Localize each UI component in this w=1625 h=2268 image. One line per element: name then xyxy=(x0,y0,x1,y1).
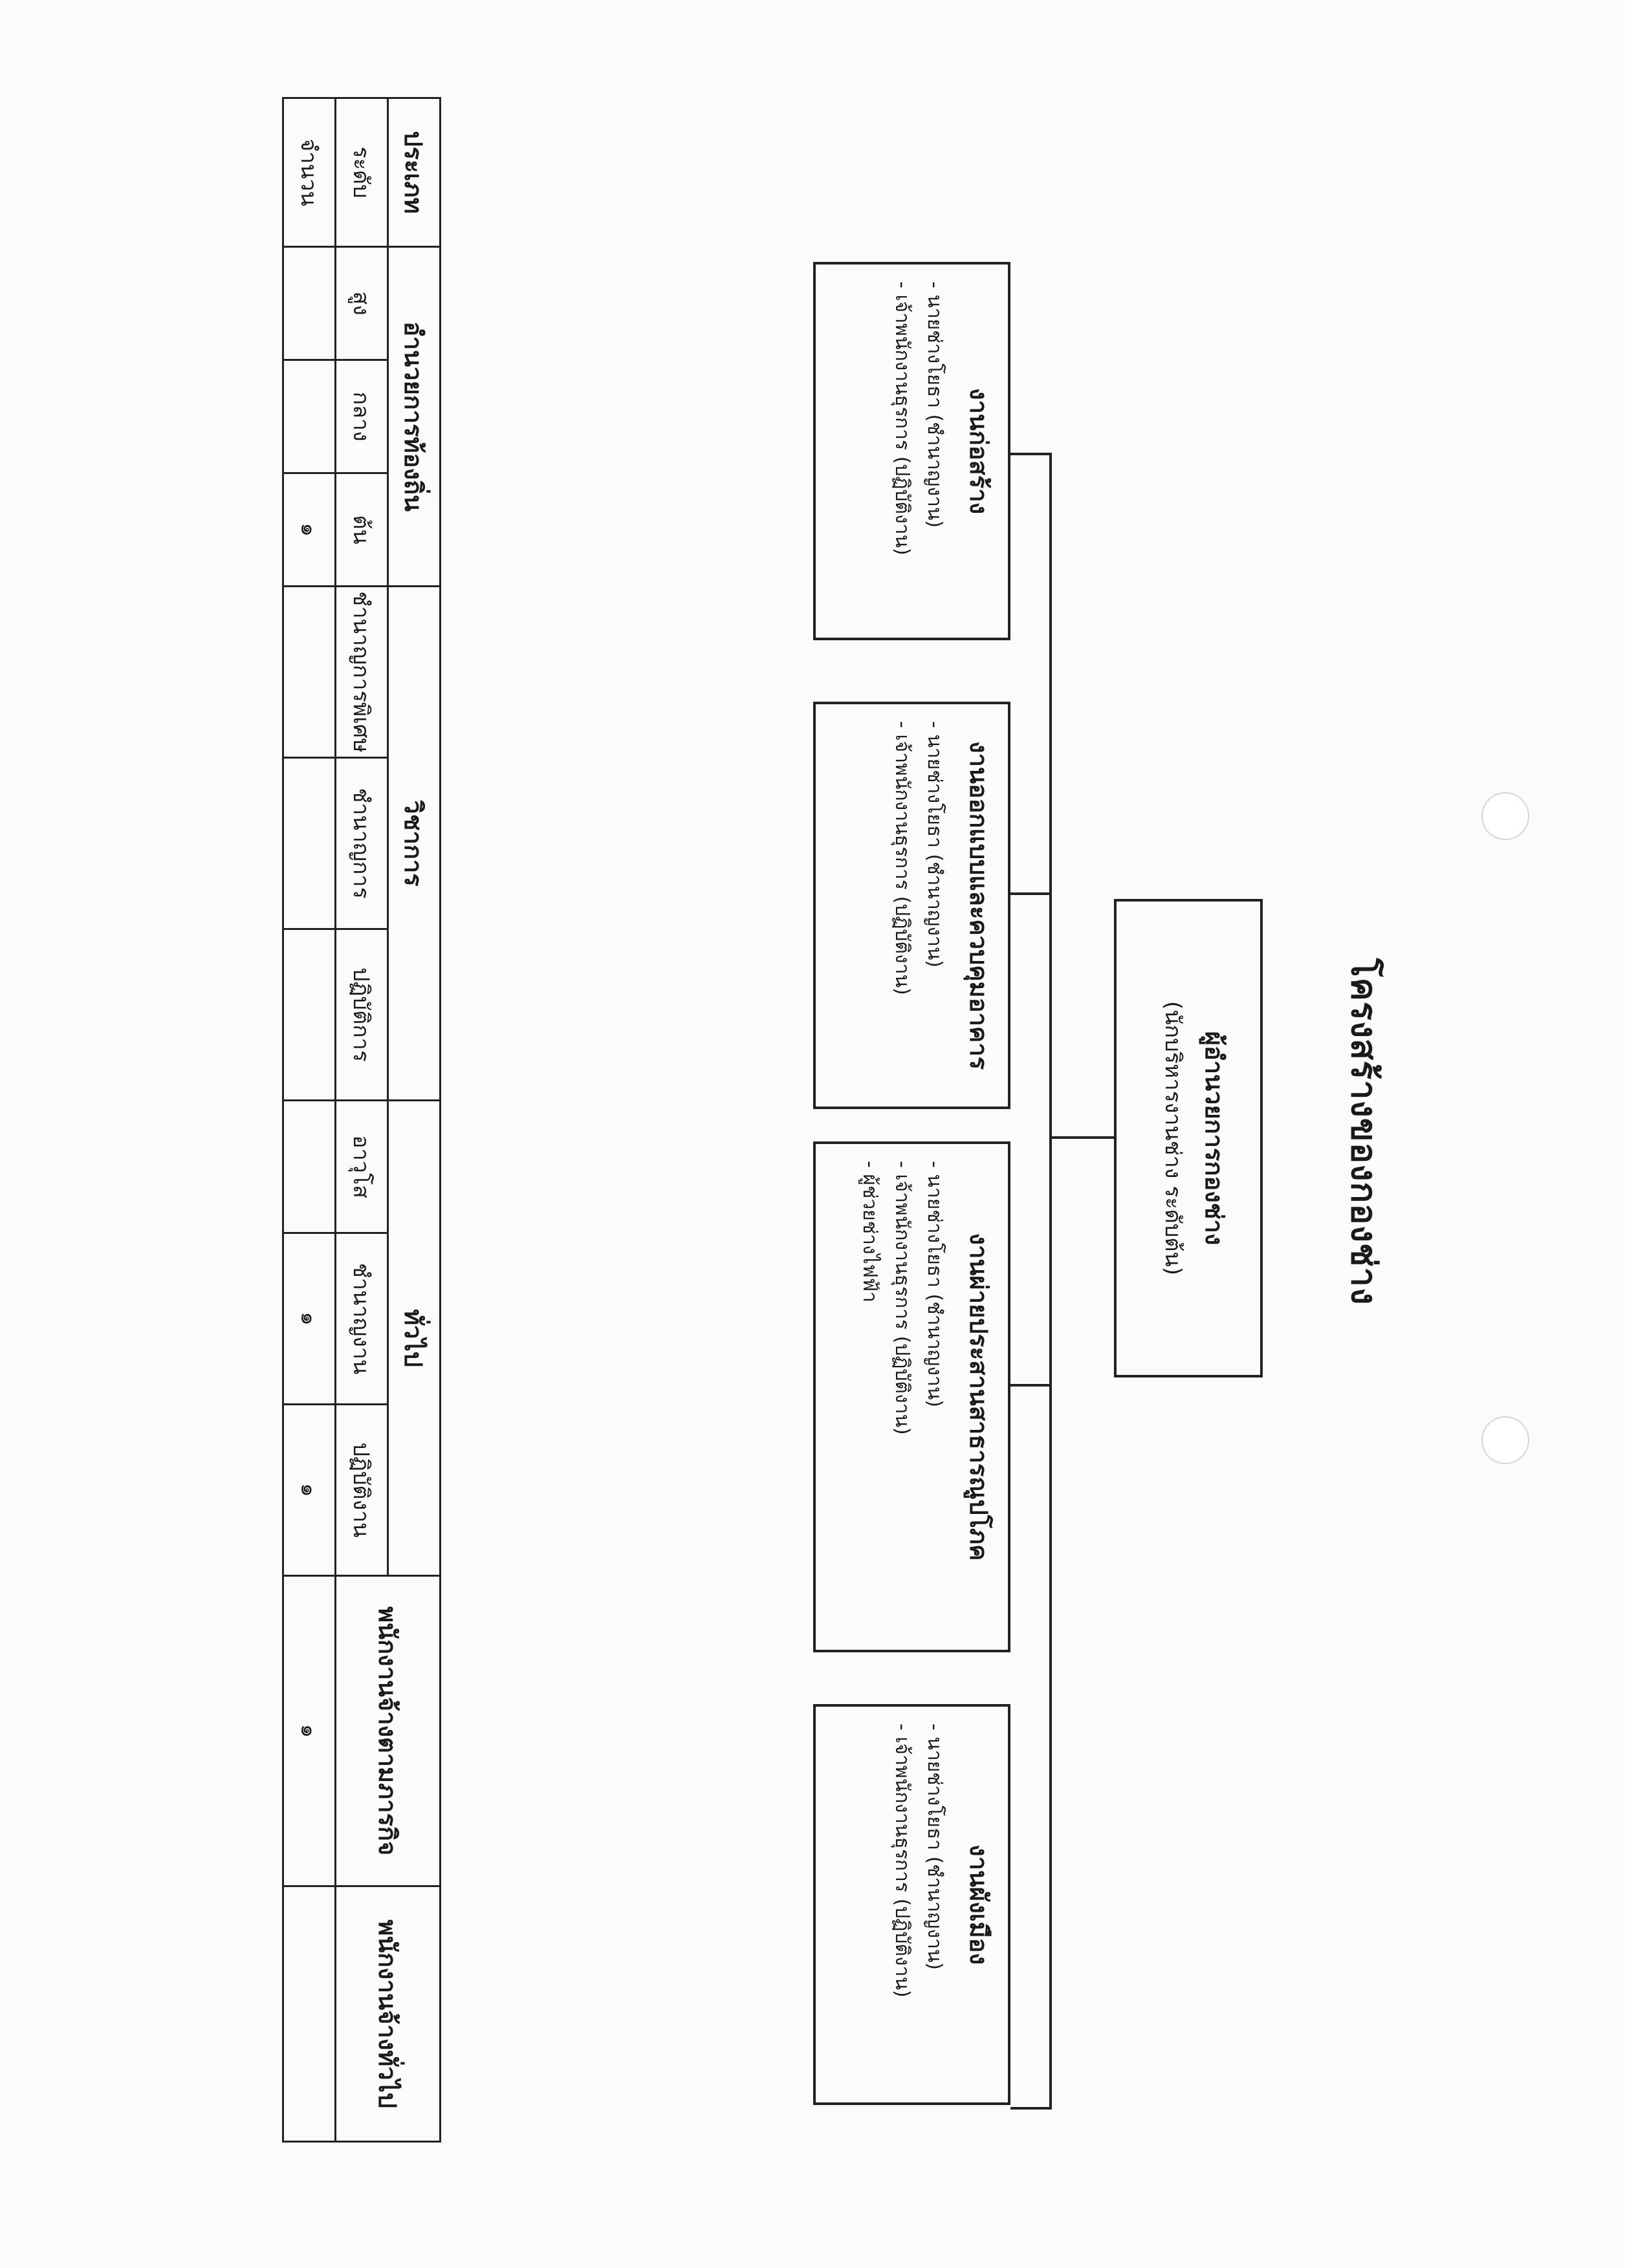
unit-name: งานผ่ายประสานสาธารณูปโภค xyxy=(965,1233,993,1561)
level-cell: ชำนาญงาน xyxy=(336,1233,388,1405)
table-row-count xyxy=(283,98,336,2142)
count-cell: ๑ xyxy=(283,1576,336,1886)
unit-box-design xyxy=(813,702,1010,1109)
connector-line xyxy=(1010,892,1052,895)
level-cell: ปฏิบัติการ xyxy=(336,929,388,1101)
row-label: จำนวน xyxy=(283,98,336,247)
count-cell xyxy=(283,758,336,929)
connector-line xyxy=(1010,1384,1052,1387)
connector-line xyxy=(1010,2107,1052,2110)
level-cell: ชำนาญการพิเศษ xyxy=(336,587,388,758)
staff-list xyxy=(886,1723,950,2086)
unit-name: งานก่อสร้าง xyxy=(965,387,993,515)
level-cell: ชำนาญการ xyxy=(336,758,388,929)
staff-item: - นายช่างโยธา (ชำนาญงาน) xyxy=(918,281,950,621)
level-cell: กลาง xyxy=(336,360,388,473)
count-cell xyxy=(283,247,336,360)
unit-name: งานผังเมือง xyxy=(965,1844,993,1965)
page-title: โครงสร้างของกองช่าง xyxy=(1344,958,1384,1306)
staff-list xyxy=(886,281,950,621)
level-cell: ต้น xyxy=(336,473,388,587)
group-header: อำนวยการท้องถิ่น xyxy=(388,247,441,587)
unit-box-construction xyxy=(813,262,1010,640)
director-subtitle: (นักบริหารงานช่าง ระดับต้น) xyxy=(1160,1001,1186,1275)
staff-item: - นายช่างโยธา (ชำนาญงาน) xyxy=(918,721,950,1090)
unit-box-utilities xyxy=(813,1141,1010,1652)
connector-line xyxy=(1010,453,1052,455)
connector-line xyxy=(1049,453,1052,2110)
row-label: ประเภท xyxy=(388,98,441,247)
count-cell xyxy=(283,929,336,1101)
group-header: ทั่วไป xyxy=(388,1101,441,1576)
unit-name: งานออกแบบและควบคุมอาคาร xyxy=(965,740,993,1070)
staff-list xyxy=(853,1161,950,1633)
director-title: ผู้อำนวยการกองช่าง xyxy=(1200,1031,1228,1246)
staff-item: - นายช่างโยธา (ชำนาญงาน) xyxy=(918,1161,950,1633)
staffing-table xyxy=(282,97,441,2143)
count-cell xyxy=(283,587,336,758)
level-cell: ปฏิบัติงาน xyxy=(336,1405,388,1576)
group-header: พนักงานจ้างทั่วไป xyxy=(336,1886,441,2142)
staff-item: - เจ้าพนักงานธุรการ (ปฏิบัติงาน) xyxy=(886,721,918,1090)
staff-item: - นายช่างโยธา (ชำนาญงาน) xyxy=(918,1723,950,2086)
connector-line xyxy=(1051,1136,1114,1139)
staff-list xyxy=(886,721,950,1090)
count-cell xyxy=(283,1101,336,1233)
staff-item: - ผู้ช่วยช่างไฟฟ้า xyxy=(853,1161,886,1633)
count-cell: ๑ xyxy=(283,1233,336,1405)
staff-item: - เจ้าพนักงานธุรการ (ปฏิบัติงาน) xyxy=(886,281,918,621)
level-cell: สูง xyxy=(336,247,388,360)
director-box xyxy=(1114,899,1263,1377)
row-label: ระดับ xyxy=(336,98,388,247)
count-cell: ๑ xyxy=(283,1405,336,1576)
count-cell xyxy=(283,360,336,473)
staff-item: - เจ้าพนักงานธุรการ (ปฏิบัติงาน) xyxy=(886,1723,918,2086)
count-cell: ๑ xyxy=(283,473,336,587)
group-header: พนักงานจ้างตามภารกิจ xyxy=(336,1576,441,1886)
unit-box-city-planning xyxy=(813,1704,1010,2105)
group-header: วิชาการ xyxy=(388,587,441,1101)
level-cell: อาวุโส xyxy=(336,1101,388,1233)
table-row-type xyxy=(388,98,441,2142)
staff-item: - เจ้าพนักงานธุรการ (ปฏิบัติงาน) xyxy=(886,1161,918,1633)
count-cell xyxy=(283,1886,336,2142)
